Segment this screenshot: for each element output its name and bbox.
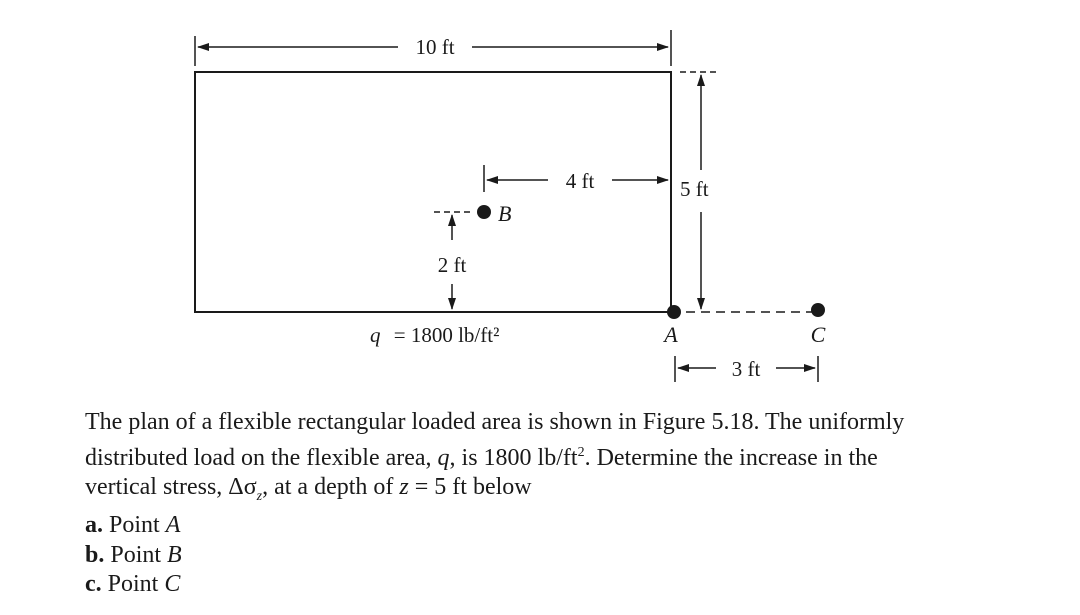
problem-line-3: vertical stress, $\Delta\sigma_z$, at a depth of z = 5 ft below: [85, 474, 532, 504]
point-a-marker: [667, 305, 681, 319]
loaded-rectangle: [195, 72, 671, 312]
problem-statement: [85, 408, 1045, 600]
b-horizontal-label: 4 ft: [565, 169, 595, 193]
point-a-label: A: [664, 322, 678, 347]
point-c-marker: [811, 303, 825, 317]
option-b: b. Point B: [85, 541, 182, 568]
option-c: c. Point C: [85, 571, 181, 598]
height-label: 5 ft: [680, 177, 709, 201]
a-to-c-label: 3 ft: [731, 357, 761, 381]
width-label: 10 ft: [415, 35, 455, 59]
point-b-label: B: [498, 201, 512, 226]
b-vertical-label: 2 ft: [437, 253, 467, 277]
load-symbol: q: [370, 323, 381, 347]
problem-line-1: The plan of a flexible rectangular loaded area is shown in Figure 5.18. The uniformly: [85, 409, 905, 435]
point-b-marker: [477, 205, 491, 219]
load-label: [370, 323, 499, 347]
option-a: a. Point A: [85, 512, 181, 539]
point-c-label: C: [810, 322, 826, 347]
problem-line-2: distributed load on the flexible area, q, is 1800 $lb/ft^2$. Determine the increase in the: [85, 444, 878, 471]
load-value: = 1800 lb/ft²: [393, 323, 500, 347]
